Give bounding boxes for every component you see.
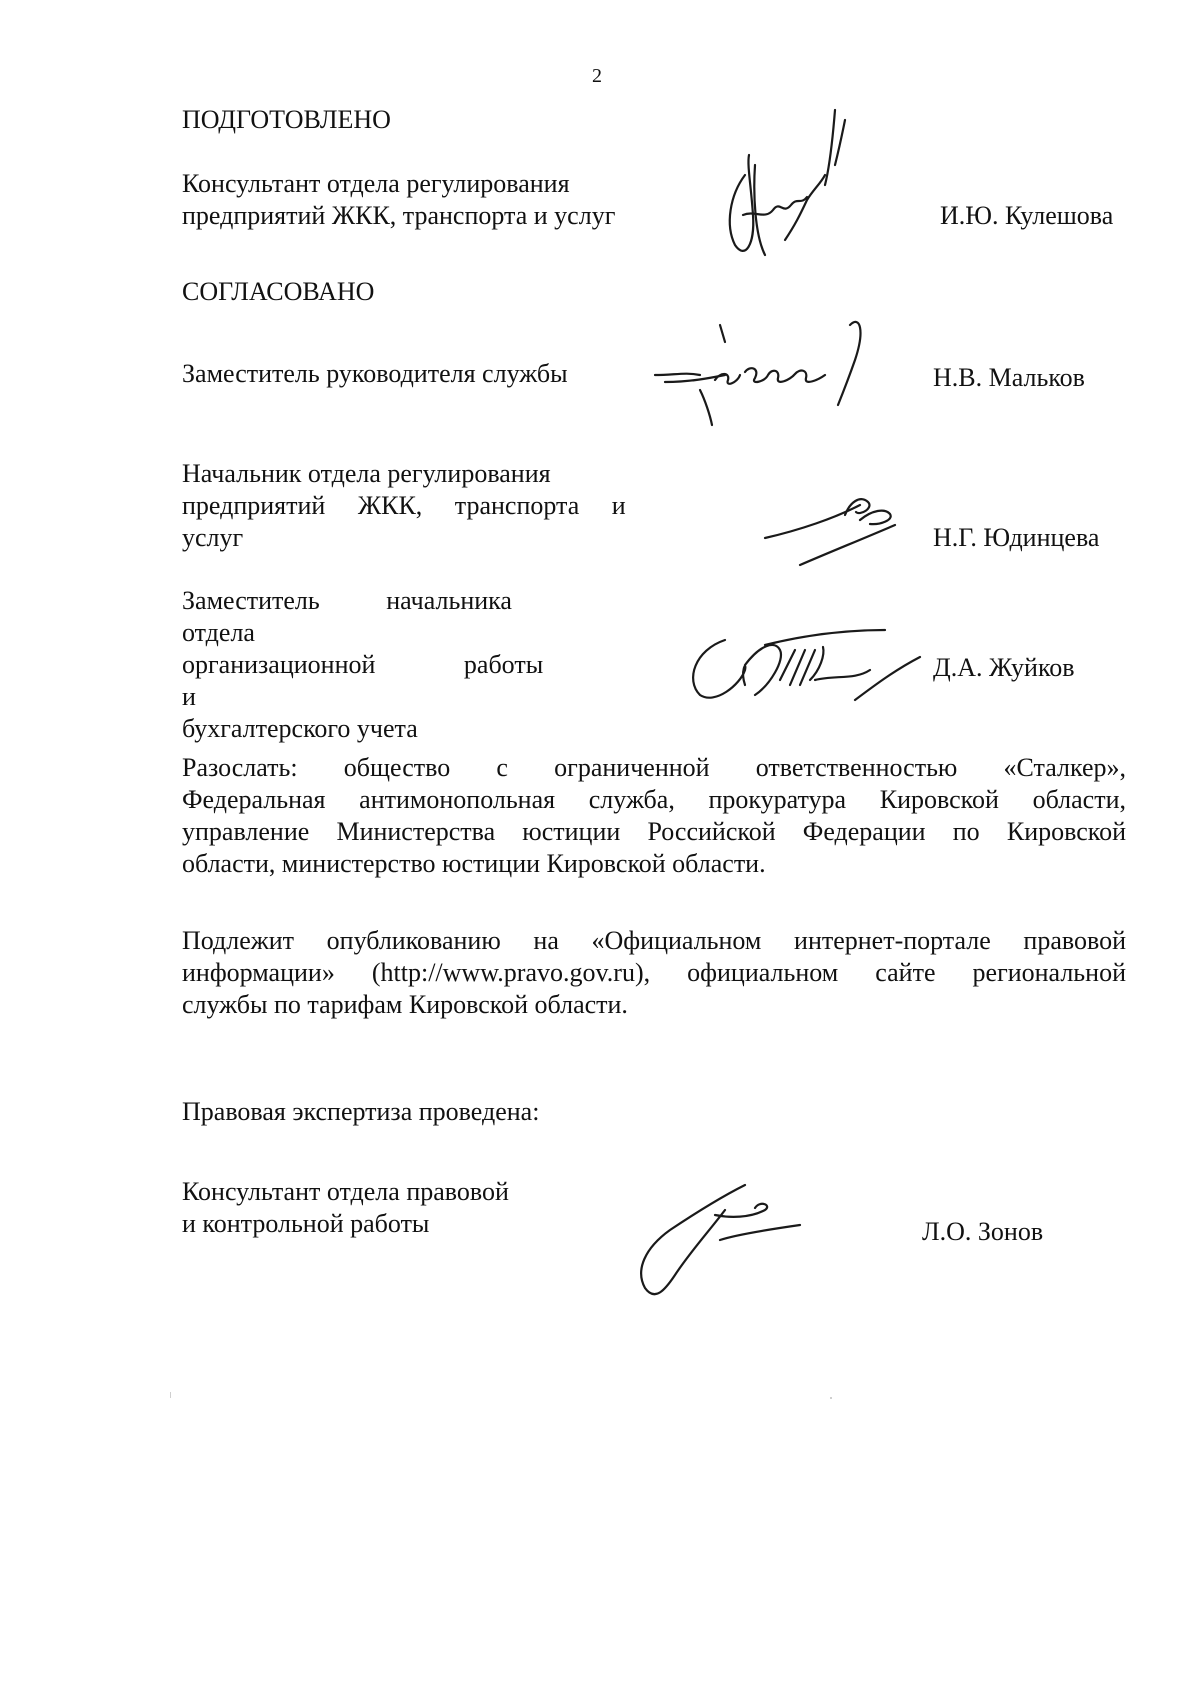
scan-artifact (830, 1397, 832, 1399)
signer-3-position-line-2: организационной работы и (182, 650, 544, 711)
distribution-paragraph (182, 752, 1126, 880)
signer-2-position-line-2 (182, 490, 634, 522)
prepared-position-line-2: предприятий ЖКК, транспорта и услуг (182, 201, 616, 230)
publication-line-1: Подлежит опубликованию на «Официальном интернет-портале правовой (182, 926, 1126, 955)
publication-line-3: службы по тарифам Кировской области. (182, 990, 628, 1019)
signer-3-name: Д.А. Жуйков (933, 653, 1075, 682)
signer-1-position: Заместитель руководителя службы (182, 359, 568, 388)
signer-2-position-line-1: Начальник отдела регулирования (182, 459, 551, 488)
legal-review-signer-name: Л.О. Зонов (922, 1217, 1044, 1246)
prepared-signer-name: И.Ю. Кулешова (940, 201, 1114, 230)
signature-yudintseva (760, 490, 920, 570)
signer-1-name: Н.В. Мальков (933, 363, 1085, 392)
signature-malkov (650, 320, 910, 430)
distribution-line-3: управление Министерства юстиции Российской Федерации по Кировской (182, 817, 1126, 846)
distribution-line-2: Федеральная антимонопольная служба, прокуратура Кировской области, (182, 785, 1126, 814)
signature-zonov (630, 1170, 830, 1300)
signer-3-position (182, 585, 638, 745)
signer-2-position-line-3: услуг (182, 523, 244, 552)
agreed-heading: СОГЛАСОВАНО (182, 277, 375, 306)
distribution-line-4: области, министерство юстиции Кировской области. (182, 849, 766, 878)
page-number: 2 (592, 65, 602, 87)
signature-zhuykov (685, 625, 935, 715)
distribution-line-1: Разослать: общество с ограниченной ответственностью «Сталкер», (182, 753, 1126, 782)
prepared-position-line-1: Консультант отдела регулирования (182, 169, 570, 198)
legal-review-label: Правовая экспертиза проведена: (182, 1097, 540, 1126)
signer-2-position (182, 458, 634, 554)
publication-line-2: информации» (http://www.pravo.gov.ru), официальном сайте региональной (182, 958, 1126, 987)
signer-2-name: Н.Г. Юдинцева (933, 523, 1100, 552)
signer-3-position-line-1: Заместитель начальника отдела (182, 586, 512, 647)
scan-artifact (170, 1392, 171, 1398)
prepared-heading: ПОДГОТОВЛЕНО (182, 105, 391, 134)
signature-kuleshova (725, 105, 875, 285)
signer-2-line-2-text: предприятий ЖКК, транспорта и (182, 491, 626, 520)
legal-review-position-line-1: Консультант отдела правовой (182, 1177, 509, 1206)
signer-3-position-line-3: бухгалтерского учета (182, 714, 418, 743)
legal-review-position-line-2: и контрольной работы (182, 1209, 430, 1238)
publication-paragraph (182, 925, 1126, 1021)
